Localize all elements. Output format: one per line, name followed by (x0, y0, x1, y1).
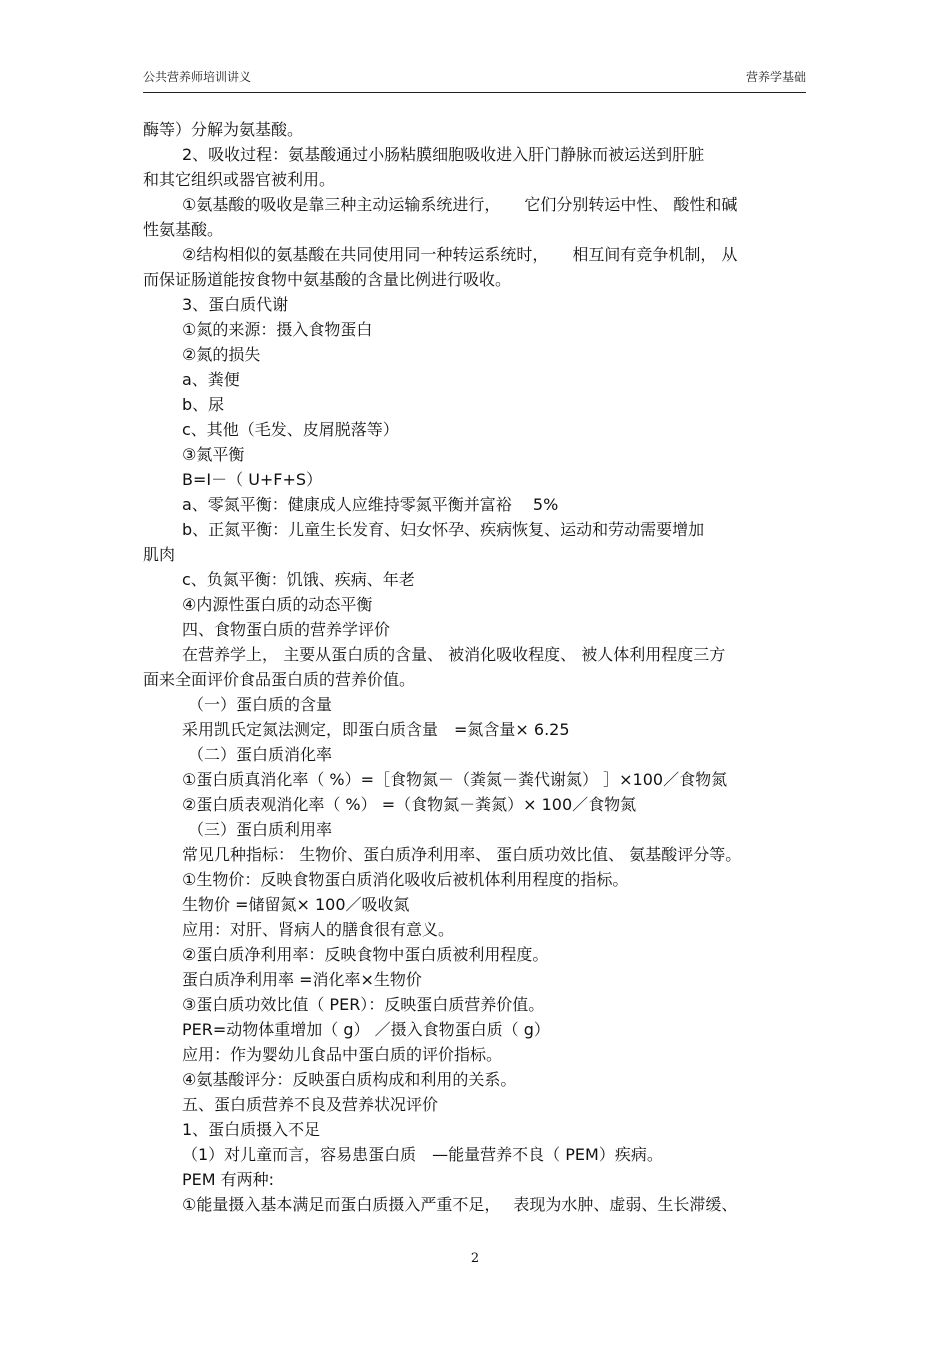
text-line: c、负氮平衡：饥饿、疾病、年老 (182, 570, 415, 589)
text-line: （1）对儿童而言，容易患蛋白质 —能量营养不良（ PEM）疾病。 (182, 1145, 663, 1164)
text-line: 面来全面评价食品蛋白质的营养价值。 (143, 670, 416, 689)
text-line: PEM 有两种: (182, 1170, 275, 1189)
text-line: 在营养学上， 主要从蛋白质的含量、 被消化吸收程度、 被人体利用程度三方 (182, 645, 726, 664)
text-line: 2、吸收过程：氨基酸通过小肠粘膜细胞吸收进入肝门静脉而被运送到肝脏 (182, 145, 705, 164)
text-line: 而保证肠道能按食物中氨基酸的含量比例进行吸收。 (143, 270, 512, 289)
text-line: 常见几种指标： 生物价、蛋白质净利用率、 蛋白质功效比值、 氨基酸评分等。 (182, 845, 742, 864)
text-line: 1、蛋白质摄入不足 (182, 1120, 321, 1139)
text-line: ②蛋白质净利用率：反映食物中蛋白质被利用程度。 (182, 945, 549, 964)
header-title-right: 营养学基础 (745, 70, 806, 84)
document-body (143, 117, 808, 1217)
text-line: 采用凯氏定氮法测定，即蛋白质含量 =氮含量× 6.25 (182, 720, 570, 739)
text-line: c、其他（毛发、皮屑脱落等） (182, 420, 399, 439)
text-line: ③蛋白质功效比值（ PER）：反映蛋白质营养价值。 (182, 995, 545, 1014)
text-line: 应用：对肝、肾病人的膳食很有意义。 (182, 920, 455, 939)
text-line: a、粪便 (182, 370, 240, 389)
text-line: B=I－（ U+F+S） (182, 470, 323, 489)
page-header (143, 66, 806, 93)
text-line: （三）蛋白质利用率 (188, 820, 333, 839)
text-line: ②结构相似的氨基酸在共同使用同一种转运系统时， 相互间有竞争机制， 从 (182, 245, 738, 264)
text-line: b、尿 (182, 395, 225, 414)
text-line: ①氮的来源：摄入食物蛋白 (182, 320, 373, 339)
text-line: ①氨基酸的吸收是靠三种主动运输系统进行， 它们分别转运中性、 酸性和碱 (182, 195, 738, 214)
text-line: 应用：作为婴幼儿食品中蛋白质的评价指标。 (182, 1045, 503, 1064)
text-line: 生物价 =储留氮× 100／吸收氮 (182, 895, 410, 914)
text-line: ②蛋白质表观消化率（ %） =（食物氮－粪氮）× 100／食物氮 (182, 795, 637, 814)
text-line: PER=动物体重增加（ g） ／摄入食物蛋白质（ g） (182, 1020, 550, 1039)
text-line: 蛋白质净利用率 =消化率×生物价 (182, 970, 422, 989)
text-line: ④氨基酸评分：反映蛋白质构成和利用的关系。 (182, 1070, 517, 1089)
text-line: （二）蛋白质消化率 (188, 745, 333, 764)
header-title-left: 公共营养师培训讲义 (143, 70, 252, 84)
text-line: ①生物价：反映食物蛋白质消化吸收后被机体利用程度的指标。 (182, 870, 629, 889)
text-line: 五、蛋白质营养不良及营养状况评价 (182, 1095, 439, 1114)
text-line: b、正氮平衡：儿童生长发育、妇女怀孕、疾病恢复、运动和劳动需要增加 (182, 520, 705, 539)
text-line: 和其它组织或器官被利用。 (143, 170, 336, 189)
text-line: 肌肉 (143, 545, 176, 564)
text-line: ③氮平衡 (182, 445, 245, 464)
text-line: ④内源性蛋白质的动态平衡 (182, 595, 373, 614)
text-line: ①蛋白质真消化率（ %）=［食物氮－（粪氮－粪代谢氮） ］×100／食物氮 (182, 770, 728, 789)
text-line: ①能量摄入基本满足而蛋白质摄入严重不足， 表现为水肿、虚弱、生长滞缓、 (182, 1195, 738, 1214)
page-number: 2 (470, 1251, 480, 1266)
text-line: ②氮的损失 (182, 345, 261, 364)
text-line: 酶等）分解为氨基酸。 (143, 120, 304, 139)
text-line: a、零氮平衡：健康成人应维持零氮平衡并富裕 5% (182, 495, 559, 514)
text-line: 四、食物蛋白质的营养学评价 (182, 620, 391, 639)
text-line: （一）蛋白质的含量 (188, 695, 333, 714)
text-line: 3、蛋白质代谢 (182, 295, 289, 314)
text-line: 性氨基酸。 (143, 220, 224, 239)
